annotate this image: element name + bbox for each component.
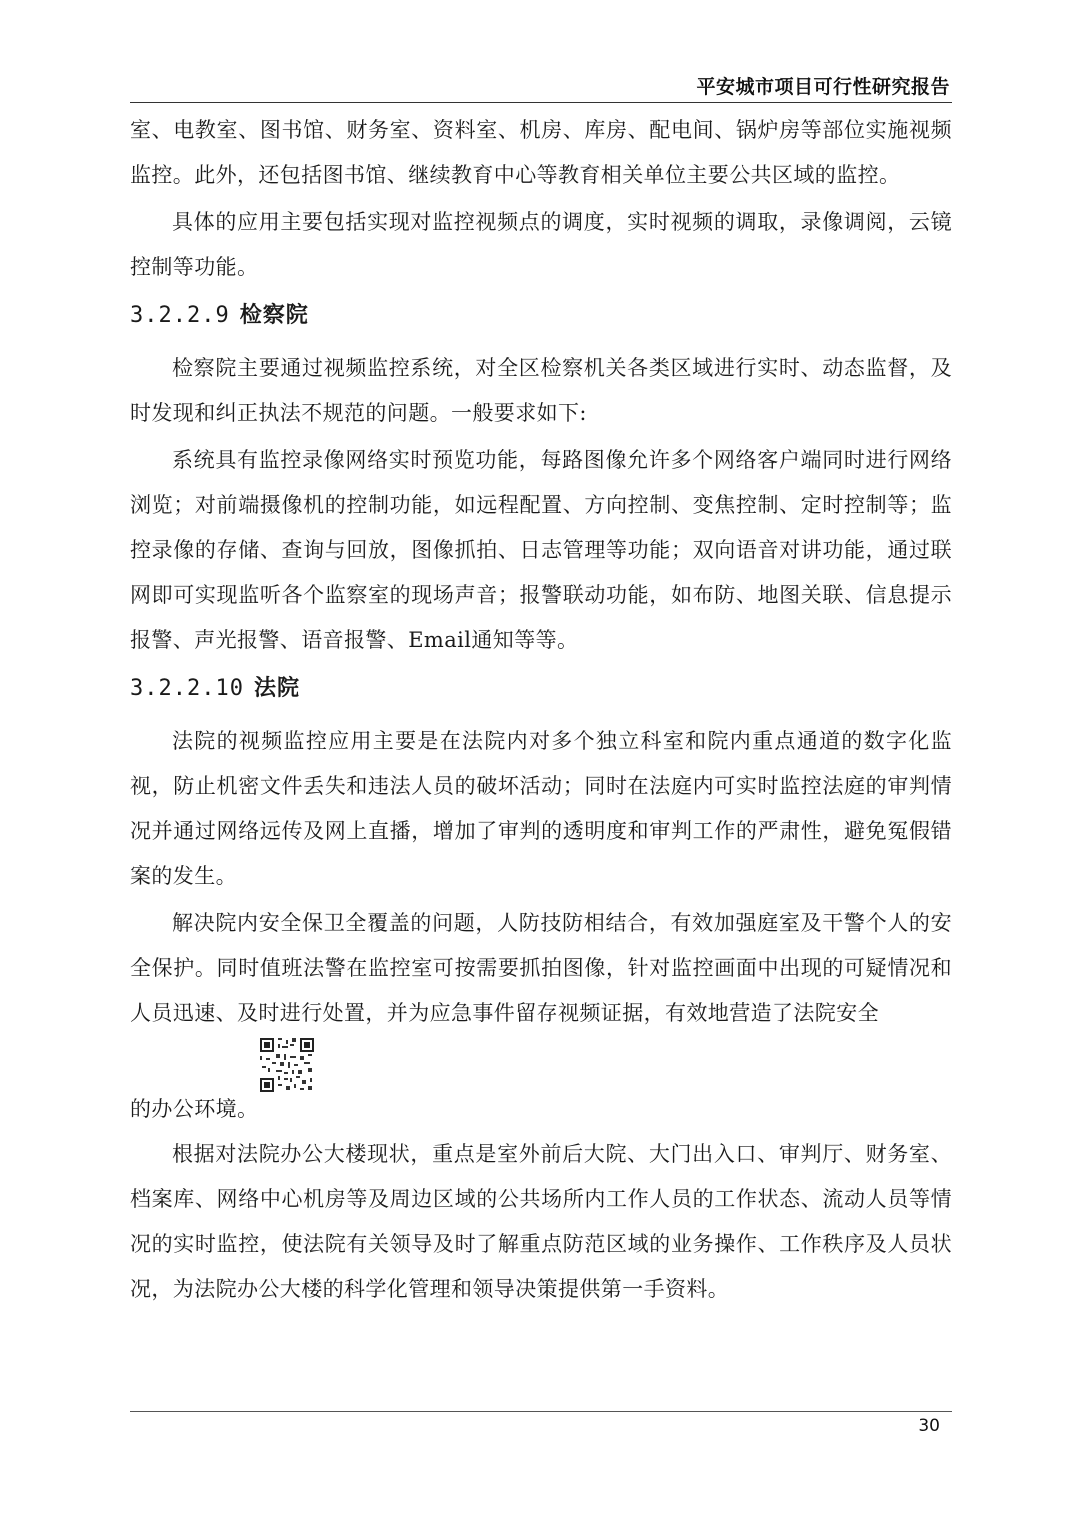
paragraph-continued: 室、电教室、图书馆、财务室、资料室、机房、库房、配电间、锅炉房等部位实施视频监控。此外，还包括图书馆、继续教育中心等教育相关单位主要公共区域的监控。 [130,118,952,187]
paragraph-court-monitoring: 根据对法院办公大楼现状，重点是室外前后大院、大门出入口、审判厅、财务室、档案库、网络中心机房等及周边区域的公共场所内工作人员的工作状态、流动人员等情况的实时监控，使法院有关领导及时了解重点防范区域的业务操作、工作秩序及人员状况，为法院办公大楼的科学化管理和领导决策提供第一手资料。 [130,1142,952,1301]
section-number: 3.2.2.10 [130,676,244,701]
paragraph-procuratorate-requirements: 系统具有监控录像网络实时预览功能，每路图像允许多个网络客户端同时进行网络浏览；对前端摄像机的控制功能，如远程配置、方向控制、变焦控制、定时控制等；监控录像的存储、查询与回放，图像抓拍、日志管理等功能；双向语音对讲功能，通过联网即可实现监听各个监察室的现场声音；报警联动功能，如布防、地图关联、信息提示报警、声光报警、语音报警、Email通知等等。 [130,448,952,652]
paragraph-functions: 具体的应用主要包括实现对监控视频点的调度，实时视频的调取，录像调阅，云镜控制等功能。 [130,210,952,279]
body-text [130,108,952,1314]
footer-divider [130,1411,952,1412]
paragraph-procuratorate-intro: 检察院主要通过视频监控系统，对全区检察机关各类区域进行实时、动态监督，及时发现和纠正执法不规范的问题。一般要求如下: [130,356,952,425]
section-title: 检察院 [239,303,309,328]
section-title: 法院 [253,676,300,701]
section-number: 3.2.2.9 [130,303,230,328]
qr-code-icon [260,1038,314,1092]
page-number: 30 [918,1416,940,1436]
header-divider [130,102,952,103]
section-heading-procuratorate [130,294,952,338]
qr-line [130,1038,952,1128]
paragraph-court-security: 解决院内安全保卫全覆盖的问题，人防技防相结合，有效加强庭室及干警个人的安全保护。同时值班法警在监控室可按需要抓拍图像，针对监控画面中出现的可疑情况和人员迅速、及时进行处置，并为应急事件留存视频证据，有效地营造了法院安全 [130,911,952,1025]
running-header-title: 平安城市项目可行性研究报告 [696,76,950,98]
paragraph-court-security-end: 的办公环境。 [130,1097,259,1121]
paragraph-court-intro: 法院的视频监控应用主要是在法院内对多个独立科室和院内重点通道的数字化监视，防止机密文件丢失和违法人员的破坏活动；同时在法庭内可实时监控法庭的审判情况并通过网络远传及网上直播，增加了审判的透明度和审判工作的严肃性，避免冤假错案的发生。 [130,729,952,888]
section-heading-court [130,667,952,711]
